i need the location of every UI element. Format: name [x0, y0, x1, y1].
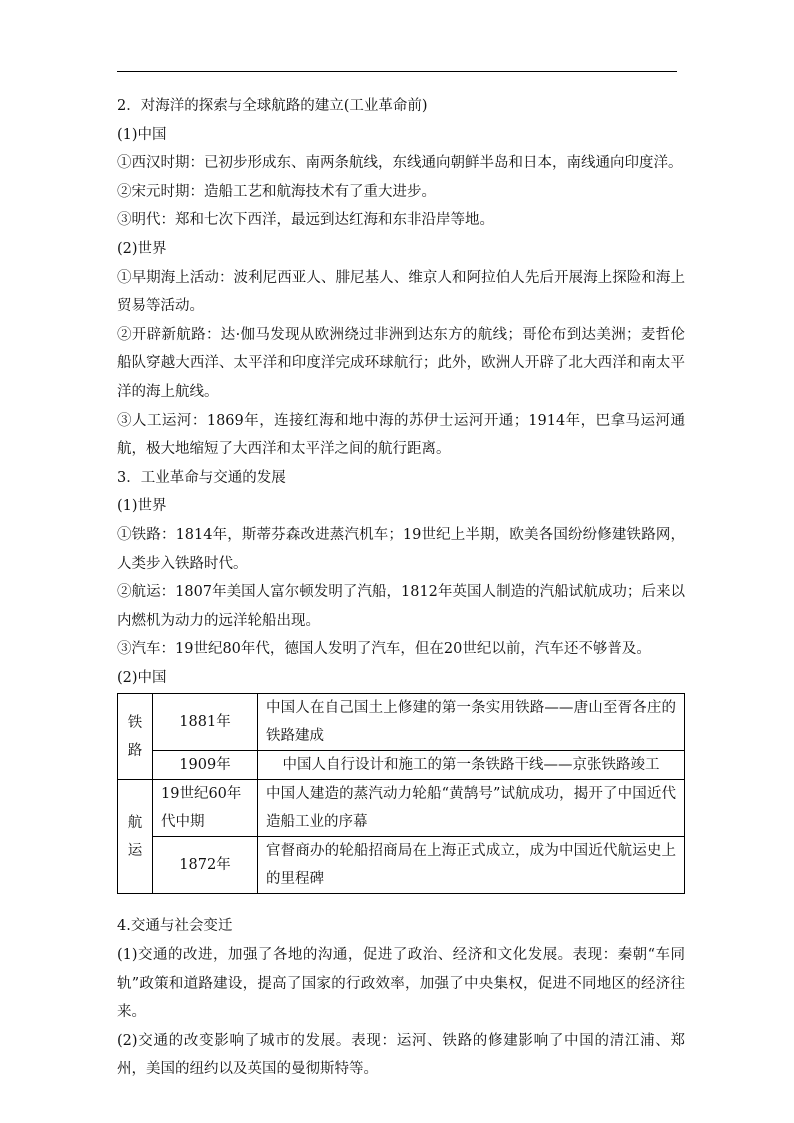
description-cell: 中国人建造的蒸汽动力轮船“黄鹄号”试航成功，揭开了中国近代造船工业的序幕 [258, 780, 685, 837]
section-3-heading: 3．工业革命与交通的发展 [117, 469, 286, 486]
section-3-world-item: ①铁路：1814年，斯蒂芬森改进蒸汽机车；19世纪上半期，欧美各国纷纷修建铁路网，人类步入铁路时代。 [117, 526, 685, 572]
table-row [118, 780, 685, 837]
section-2-china-item: ①西汉时期：已初步形成东、南两条航线，东线通向朝鲜半岛和日本，南线通向印度洋。 [117, 155, 683, 172]
section-3-world-item: ②航运：1807年美国人富尔顿发明了汽船，1812年英国人制造的汽船试航成功；后来以内燃机为动力的远洋轮船出现。 [117, 584, 685, 629]
section-2-world-heading: (2)世界 [117, 240, 167, 257]
railway-category-cell: 铁路 [118, 694, 153, 780]
section-spacer [117, 898, 685, 912]
description-cell: 中国人自行设计和施工的第一条铁路干线——京张铁路竣工 [258, 751, 685, 780]
section-3-china-heading: (2)中国 [117, 669, 167, 686]
section-2-china-item: ③明代：郑和七次下西洋，最远到达红海和东非沿岸等地。 [117, 212, 494, 229]
header-rule [117, 71, 677, 72]
description-cell: 官督商办的轮船招商局在上海正式成立，成为中国近代航运史上的里程碑 [258, 837, 685, 894]
description-cell: 中国人在自己国土上修建的第一条实用铁路——唐山至胥各庄的铁路建成 [258, 694, 685, 751]
china-transport-table [117, 693, 685, 894]
year-cell: 19世纪60年代中期 [153, 780, 258, 837]
section-4-item: (2)交通的改变影响了城市的发展。表现：运河、铁路的修建影响了中国的清江浦、郑州，美国的纽约以及英国的曼彻斯特等。 [117, 1032, 685, 1078]
section-3-world-heading: (1)世界 [117, 498, 167, 515]
section-2-china-heading: (1)中国 [117, 126, 167, 143]
section-2-china-item: ②宋元时期：造船工艺和航海技术有了重大进步。 [117, 183, 436, 200]
section-2-heading: 2．对海洋的探索与全球航路的建立(工业革命前) [117, 98, 428, 114]
section-2-world-item: ③人工运河：1869年，连接红海和地中海的苏伊士运河开通；1914年，巴拿马运河通航，极大地缩短了大西洋和太平洋之间的航行距离。 [117, 412, 685, 458]
year-cell: 1872年 [153, 837, 258, 894]
table-row [118, 751, 685, 780]
section-4-item: (1)交通的改进，加强了各地的沟通，促进了政治、经济和文化发展。表现：秦朝“车同轨”政策和道路建设，提高了国家的行政效率，加强了中央集权，促进不同地区的经济往来。 [117, 947, 685, 1021]
document-body [117, 92, 685, 1084]
section-2-world-item: ①早期海上活动：波利尼西亚人、腓尼基人、维京人和阿拉伯人先后开展海上探险和海上贸易等活动。 [117, 269, 685, 315]
section-2-world-item: ②开辟新航路：达·伽马发现从欧洲绕过非洲到达东方的航线；哥伦布到达美洲；麦哲伦船队穿越大西洋、太平洋和印度洋完成环球航行；此外，欧洲人开辟了北大西洋和南太平洋的海上航线。 [117, 326, 685, 400]
section-3-world-item: ③汽车：19世纪80年代，德国人发明了汽车，但在20世纪以前，汽车还不够普及。 [117, 641, 651, 658]
table-row [118, 837, 685, 894]
year-cell: 1881年 [153, 694, 258, 751]
section-4-heading: 4.交通与社会变迁 [117, 918, 233, 935]
shipping-category-cell: 航运 [118, 780, 153, 894]
year-cell: 1909年 [153, 751, 258, 780]
table-row [118, 694, 685, 751]
